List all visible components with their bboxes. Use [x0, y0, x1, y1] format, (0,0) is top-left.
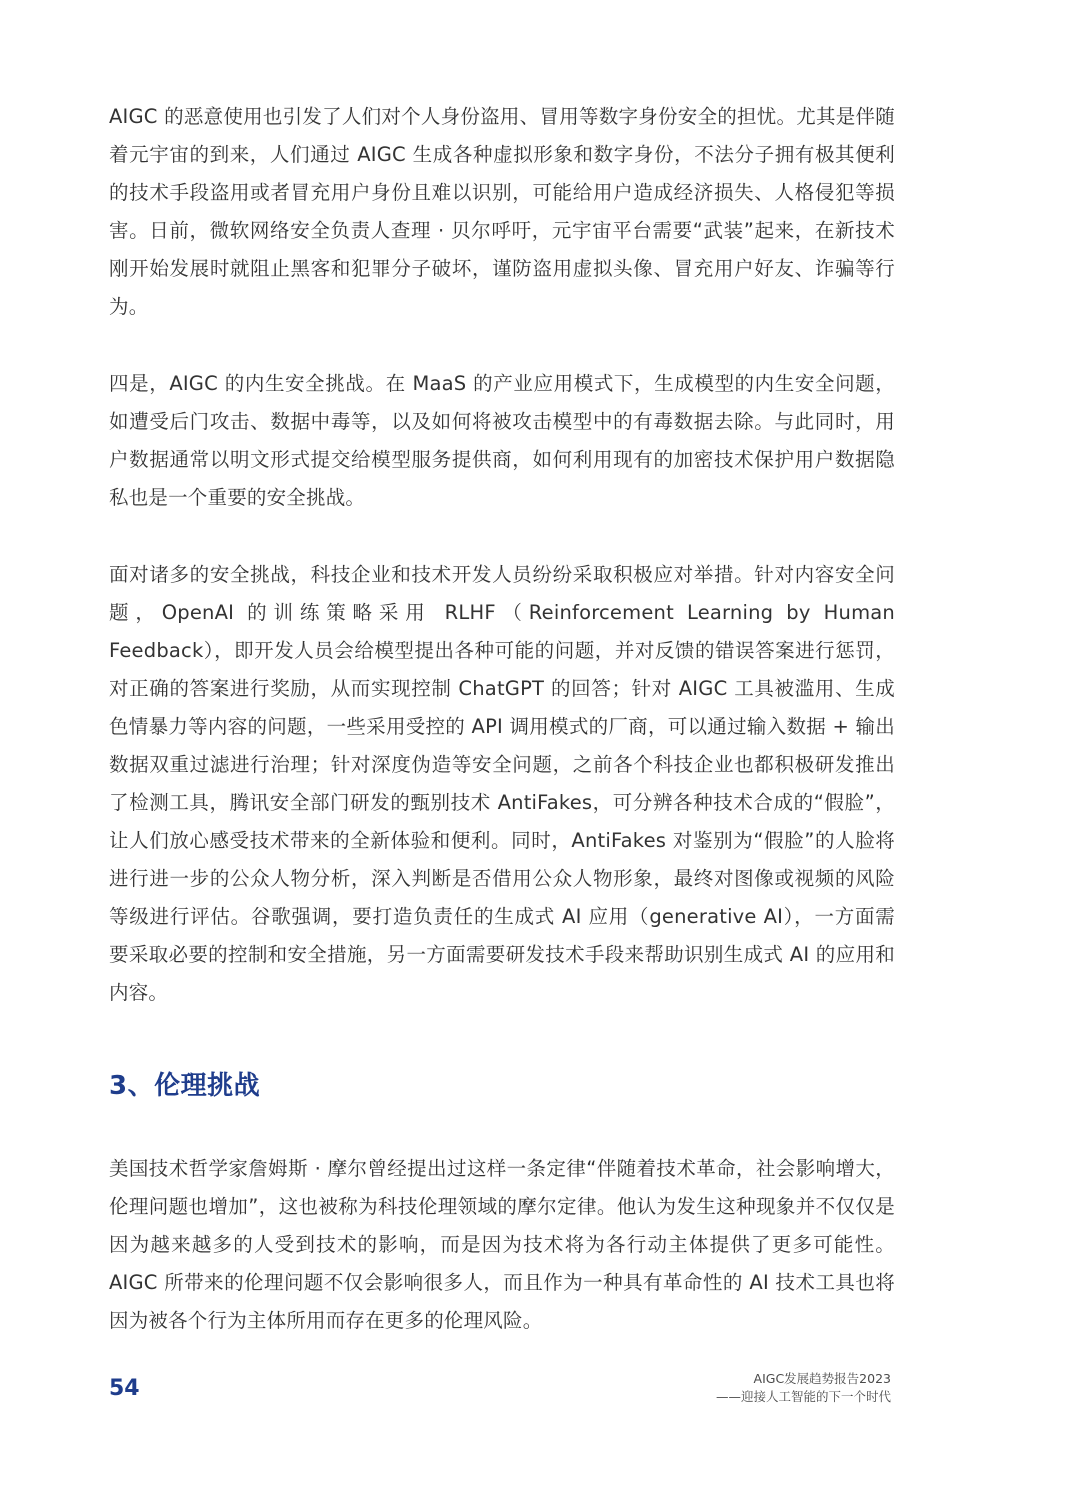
- main-content: [109, 98, 895, 1340]
- footer-report-info: [716, 1370, 891, 1406]
- footer-report-title: AIGC发展趋势报告2023: [753, 1371, 891, 1386]
- paragraph-identity-security: AIGC 的恶意使用也引发了人们对个人身份盗用、冒用等数字身份安全的担忧。尤其是伴随着元宇宙的到来，人们通过 AIGC 生成各种虚拟形象和数字身份，不法分子拥有极其便利的技术手段盗用或者冒充用户身份且难以识别，可能给用户造成经济损失、人格侵犯等损害。日前，微软网络安全负责人查理 · 贝尔呼吁，元宇宙平台需要“武装”起来，在新技术刚开始发展时就阻止黑客和犯罪分子破坏，谨防盗用虚拟头像、冒充用户好友、诈骗等行为。: [109, 105, 895, 318]
- paragraph-countermeasures: 面对诸多的安全挑战，科技企业和技术开发人员纷纷采取积极应对举措。针对内容安全问题，OpenAI 的训练策略采用 RLHF（Reinforcement Learning by Human Feedback），即开发人员会给模型提出各种可能的问题，并对反馈的错误答案进行惩罚，对正确的答案进行奖励，从而实现控制 ChatGPT 的回答；针对 AIGC 工具被滥用、生成色情暴力等内容的问题，一些采用受控的 API 调用模式的厂商，可以通过输入数据 + 输出数据双重过滤进行治理；针对深度伪造等安全问题，之前各个科技企业也都积极研发推出了检测工具，腾讯安全部门研发的甄别技术 AntiFakes，可分辨各种技术合成的“假脸”，让人们放心感受技术带来的全新体验和便利。同时，AntiFakes 对鉴别为“假脸”的人脸将进行进一步的公众人物分析，深入判断是否借用公众人物形象，最终对图像或视频的风险等级进行评估。谷歌强调，要打造负责任的生成式 AI 应用（generative AI），一方面需要采取必要的控制和安全措施，另一方面需要研发技术手段来帮助识别生成式 AI 的应用和内容。: [109, 563, 895, 1004]
- page-number: 54: [109, 1376, 140, 1401]
- section-heading-ethics: 3、伦理挑战: [109, 1071, 261, 1101]
- paragraph-moore-law: 美国技术哲学家詹姆斯 · 摩尔曾经提出过这样一条定律“伴随着技术革命，社会影响增大，伦理问题也增加”，这也被称为科技伦理领域的摩尔定律。他认为发生这种现象并不仅仅是因为越来越多的人受到技术的影响，而是因为技术将为各行动主体提供了更多可能性。AIGC 所带来的伦理问题不仅会影响很多人，而且作为一种具有革命性的 AI 技术工具也将因为被各个行为主体所用而存在更多的伦理风险。: [109, 1157, 895, 1332]
- paragraph-intrinsic-security: 四是，AIGC 的内生安全挑战。在 MaaS 的产业应用模式下，生成模型的内生安全问题，如遭受后门攻击、数据中毒等，以及如何将被攻击模型中的有毒数据去除。与此同时，用户数据通常以明文形式提交给模型服务提供商，如何利用现有的加密技术保护用户数据隐私也是一个重要的安全挑战。: [109, 372, 895, 509]
- footer-report-subtitle: ——迎接人工智能的下一个时代: [715, 1389, 891, 1404]
